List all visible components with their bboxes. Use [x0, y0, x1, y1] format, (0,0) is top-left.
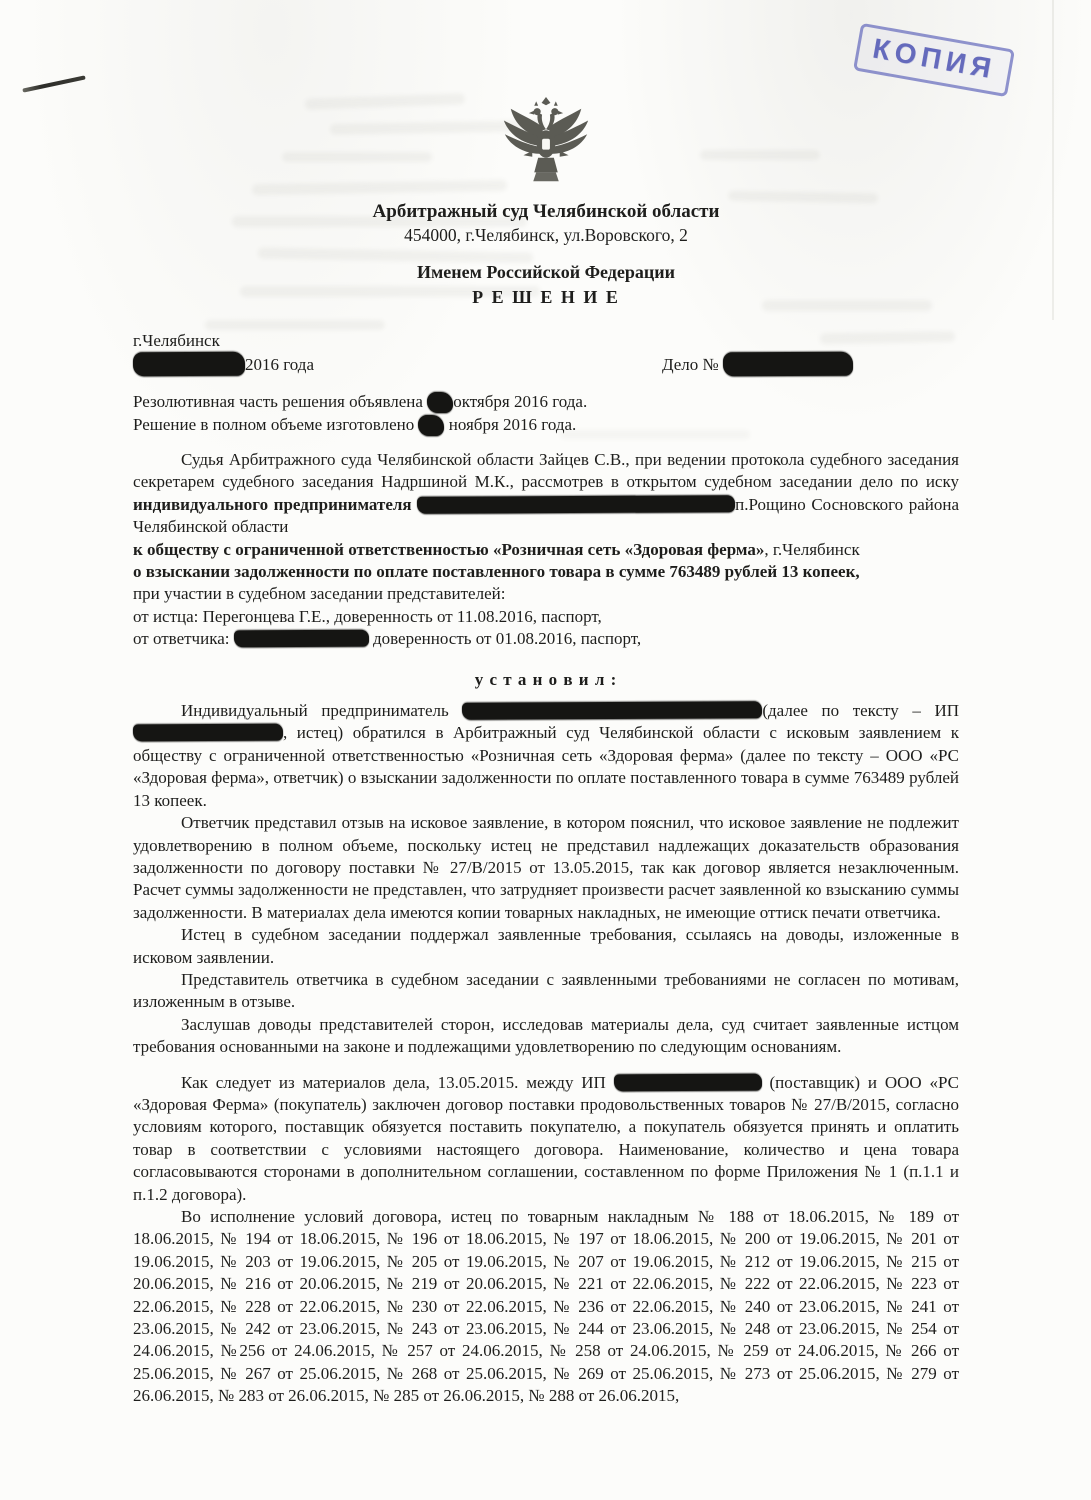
text-segment: (поставщик) и ООО «РС «Здоровая Ферма» (покупатель) заключен договор поставки продовольственных товаров № 27/В/2015, согласно условиям которого, поставщик обязуется поставить покупателю, а покупатель обязуется принять и оплатить товар в соответствии с условиями настоящего договора. Наименование, количество и цена товара согласовываются сторонами в дополнительном соглашении, составленном по форме Приложения № 1 (п.1.1 и п.1.2 договора). — [133, 1072, 959, 1204]
text-segment: , г.Челябинск — [764, 539, 860, 559]
text-segment: о взыскании задолженности по оплате поставленного товара в сумме 763489 рублей 13 копеек, — [133, 562, 860, 582]
paragraph — [133, 449, 959, 539]
text-segment: ноября 2016 года. — [444, 415, 577, 434]
case-number-line — [662, 352, 853, 377]
resolutive-part-date-line — [133, 390, 959, 413]
court-name: Арбитражный суд Челябинской области — [372, 201, 720, 222]
paragraph — [133, 969, 959, 1014]
paragraph — [133, 700, 959, 812]
redaction-mark — [723, 352, 853, 377]
text-segment: при участии в судебном заседании представителей: — [133, 584, 506, 604]
redaction-mark — [234, 630, 369, 648]
text-segment: индивидуального предпринимателя — [133, 494, 418, 514]
decision-date-line — [133, 352, 314, 377]
paragraph — [133, 812, 959, 924]
redaction-mark — [462, 701, 762, 720]
paragraph — [133, 1072, 959, 1206]
redaction-mark — [427, 392, 453, 413]
paragraph — [133, 606, 959, 628]
decision-title: Р Е Ш Е Н И Е — [472, 287, 620, 307]
text-segment: октября 2016 года. — [453, 392, 588, 411]
paragraph — [133, 924, 959, 969]
text-segment: Как следует из материалов дела, 13.05.2015. между ИП — [181, 1072, 614, 1092]
text-segment: Истец в судебном заседании поддержал заявленные требования, ссылаясь на доводы, изложенные в исковом заявлении. — [133, 925, 959, 967]
text-segment: у с т а н о в и л : — [474, 669, 618, 689]
document-content — [133, 0, 959, 1408]
redaction-mark — [614, 1073, 762, 1091]
section-heading — [133, 669, 959, 691]
scan-line-artifact — [1052, 0, 1054, 320]
text-segment: Судья Арбитражного суда Челябинской области Зайцев С.В., при ведении протокола судебного заседания секретарем судебного заседания Надршиной М.К., рассмотрев в открытом судебном заседании дело по иску — [133, 450, 959, 492]
text-segment: к обществу с ограниченной ответственностью «Розничная сеть «Здоровая ферма» — [133, 539, 765, 559]
text-segment: , истец) обратился в Арбитражный суд Челябинской области с исковым заявлением к обществу с ограниченной ответственностью «Розничная сеть «Здоровая ферма» (далее по тексту – ООО «РС «Здоровая ферма», ответчик) о взыскании задолженности по оплате поставленного товара в сумме 763489 рублей 13 копеек. — [133, 723, 959, 810]
text-segment: от ответчика: — [133, 629, 234, 649]
copy-stamp-label: КОПИЯ — [870, 32, 999, 85]
text-segment: Во исполнение условий договора, истец по товарным накладным № 188 от 18.06.2015, № 189 от 18.06.2015, № 194 от 18.06.2015, № 196 от 18.06.2015, № 197 от 18.06.2015, № 200 от 19.06.2015, № 201 от 19.06.2015, № 203 от 19.06.2015, № 205 от 19.06.2015, № 207 от 19.06.2015, № 212 от 19.06.2015, № 215 от 20.06.2015, № 216 от 20.06.2015, № 219 от 20.06.2015, № 221 от 22.06.2015, № 222 от 22.06.2015, № 223 от 22.06.2015, № 228 от 22.06.2015, № 230 от 22.06.2015, № 236 от 22.06.2015, № 240 от 23.06.2015, № 241 от 23.06.2015, № 242 от 23.06.2015, № 243 от 23.06.2015, № 244 от 23.06.2015, № 248 от 23.06.2015, № 254 от 24.06.2015, №256 от 24.06.2015, № 257 от 24.06.2015, № 258 от 24.06.2015, № 259 от 24.06.2015, № 266 от 25.06.2015, № 267 от 25.06.2015, № 268 от 25.06.2015, № 269 от 25.06.2015, № 273 от 25.06.2015, № 279 от 26.06.2015, № 283 от 26.06.2015, № 285 от 26.06.2015, № 288 от 26.06.2015, — [133, 1207, 959, 1406]
paragraph — [133, 1206, 959, 1408]
redaction-mark — [133, 724, 283, 742]
coat-of-arms-icon — [497, 95, 595, 193]
text-segment: Дело № — [661, 355, 723, 374]
text-segment: (далее по тексту – ИП — [762, 701, 959, 721]
court-address: 454000, г.Челябинск, ул.Воровского, 2 — [404, 225, 688, 245]
full-text-date-line — [133, 413, 959, 436]
text-segment: п.Рощино Сосновского района Челябинской области — [133, 494, 959, 537]
text-segment: Ответчик представил отзыв на исковое заявление, в котором пояснил, что исковое заявление не подлежит удовлетворению в полном объеме, поскольку истец не представил надлежащих доказательств образования задолженности по договору поставки № 27/В/2015 от 13.05.2015, так как договор является незаключенным. Расчет суммы задолженности не представлен, что затрудняет произвести расчет заявленной ко взысканию суммы задолженности. В материалах дела имеются копии товарных накладных, не имеющие оттиск печати ответчика. — [133, 813, 959, 922]
paragraph — [133, 583, 959, 605]
text-segment: Представитель ответчика в судебном заседании с заявленными требованиями не согласен по мотивам, изложенным в отзыве. — [133, 969, 959, 1012]
date-and-case-row — [133, 352, 959, 377]
pen-stroke-artifact — [22, 75, 85, 92]
in-the-name-line: Именем Российской Федерации — [416, 262, 676, 282]
text-segment: Решение в полном объеме изготовлено — [133, 415, 419, 434]
text-segment: Индивидуальный предприниматель — [181, 701, 463, 721]
text-segment: доверенность от 01.08.2016, паспорт, — [368, 629, 642, 649]
text-segment: от истца: Перегонцева Г.Е., доверенность от 11.08.2016, паспорт, — [133, 606, 602, 626]
redaction-mark — [417, 495, 735, 514]
paragraph — [133, 1014, 959, 1059]
city-line: г.Челябинск — [133, 331, 220, 350]
text-segment: 2016 года — [245, 355, 315, 374]
text-segment: Заслушав доводы представителей сторон, исследовав материалы дела, суд считает заявленные истцом требования основанными на законе и подлежащими удовлетворению по следующим основаниям. — [133, 1014, 959, 1057]
document-body — [133, 449, 959, 1408]
paragraph — [133, 539, 959, 561]
paragraph — [133, 628, 959, 650]
text-segment: Резолютивная часть решения объявлена — [133, 392, 428, 411]
paragraph — [133, 561, 959, 583]
redaction-mark — [418, 415, 444, 436]
redaction-mark — [133, 352, 245, 377]
